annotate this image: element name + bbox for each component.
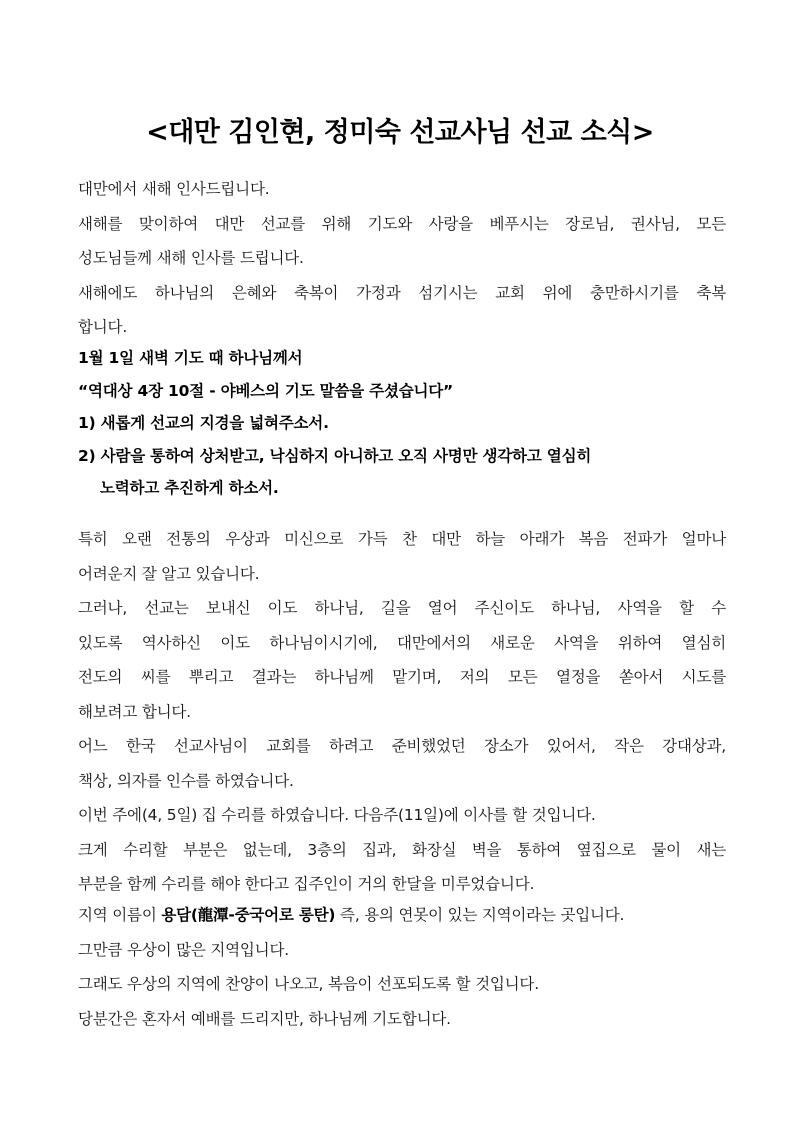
body-paragraph	[78, 522, 726, 902]
region-paragraph	[78, 898, 726, 1036]
body-line: 특히 오랜 전통의 우상과 미신으로 가득 찬 대만 하늘 아래가 복음 전파가 얼마나	[78, 530, 726, 548]
region-line: 그래도 우상의 지역에 찬양이 나오고, 복음이 선포되도록 할 것입니다.	[78, 975, 539, 993]
body-line: 해보려고 합니다.	[78, 702, 191, 721]
intro-line: 새해에도 하나님의 은혜와 축복이 가정과 섬기시는 교회 위에 충만하시기를 축복	[78, 283, 726, 302]
body-line: 어느 한국 선교사님이 교회를 하려고 준비했었던 장소가 있어서, 작은 강대상과,	[78, 737, 726, 755]
page-title: <대만 김인현, 정미숙 선교사님 선교 소식>	[146, 117, 654, 148]
region-text: 즉, 용의 연못이 있는 지역이라는 곳입니다.	[335, 906, 625, 924]
prayer-item: 1) 새롭게 선교의 지경을 넓혀주소서.	[78, 414, 329, 432]
body-line: 부분을 함께 수리를 해야 한다고 집주인이 거의 한달을 미루었습니다.	[78, 875, 535, 893]
body-line: 전도의 씨를 뿌리고 결과는 하나님께 맡기며, 저의 모든 열정을 쏟아서 시도를	[78, 668, 726, 686]
region-line	[78, 898, 726, 933]
body-line: 어려운지 잘 알고 있습니다.	[78, 564, 260, 583]
scripture-line: “역대상 4장 10절 - 야베스의 기도 말씀을 주셨습니다”	[78, 381, 454, 400]
intro-line: 새해를 맞이하여 대만 선교를 위해 기도와 사랑을 베푸시는 장로님, 권사님, 모든	[78, 214, 726, 233]
prayer-line: 1월 1일 새벽 기도 때 하나님께서	[78, 349, 303, 367]
region-name: 용담(龍潭-중국어로 롱탄)	[161, 906, 336, 924]
intro-line: 합니다.	[78, 318, 128, 336]
intro-line: 성도님들께 새해 인사를 드립니다.	[78, 249, 304, 267]
region-text: 지역 이름이	[78, 906, 162, 924]
body-line: 이번 주에(4, 5일) 집 수리를 하였습니다. 다음주(11일)에 이사를 할 것입니다.	[78, 806, 596, 824]
body-line: 크게 수리할 부분은 없는데, 3층의 집과, 화장실 벽을 통하여 옆집으로 물이 새는	[78, 840, 726, 859]
prayer-item-continuation: 노력하고 추진하게 하소서.	[100, 479, 279, 497]
body-line: 있도록 역사하신 이도 하나님이시기에, 대만에서의 새로운 사역을 위하여 열심히	[78, 633, 726, 652]
body-line: 책상, 의자를 인수를 하였습니다.	[78, 771, 294, 790]
region-line: 그만큼 우상이 많은 지역입니다.	[78, 940, 289, 959]
prayer-paragraph	[78, 342, 726, 505]
region-line: 당분간은 혼자서 예배를 드리지만, 하나님께 기도합니다.	[78, 1009, 451, 1028]
prayer-item: 2) 사람을 통하여 상처받고, 낙심하지 아니하고 오직 사명만 생각하고 열심히	[78, 446, 592, 465]
body-line: 그러나, 선교는 보내신 이도 하나님, 길을 열어 주신이도 하나님, 사역을 할 수	[78, 599, 726, 617]
intro-paragraph	[78, 172, 726, 345]
intro-line: 대만에서 새해 인사드립니다.	[78, 180, 270, 198]
